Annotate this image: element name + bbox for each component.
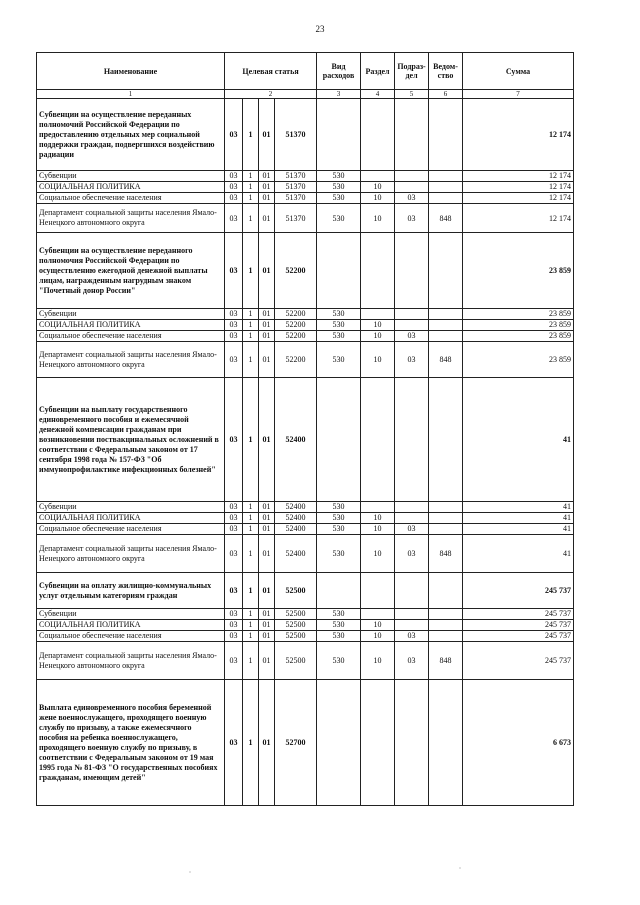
- cell-d: 52200: [275, 320, 317, 331]
- cell-b: 1: [243, 573, 259, 609]
- cell-type: 530: [317, 193, 361, 204]
- cell-c: 01: [259, 204, 275, 233]
- cell-c: 01: [259, 642, 275, 680]
- cell-c: 01: [259, 378, 275, 502]
- cell-type: [317, 573, 361, 609]
- cell-a: 03: [225, 680, 243, 806]
- cell-c: 01: [259, 524, 275, 535]
- table-row: [37, 309, 574, 320]
- index-cell: 6: [429, 90, 463, 99]
- cell-sum: 23 859: [463, 309, 574, 320]
- cell-dept: 848: [429, 642, 463, 680]
- table-row: [37, 631, 574, 642]
- table-row-heading: [37, 233, 574, 309]
- cell-d: 51370: [275, 99, 317, 171]
- cell-sec: 10: [361, 182, 395, 193]
- cell-type: 530: [317, 204, 361, 233]
- cell-c: 01: [259, 680, 275, 806]
- cell-dept: [429, 99, 463, 171]
- cell-sub: [395, 680, 429, 806]
- cell-a: 03: [225, 171, 243, 182]
- cell-sub: [395, 609, 429, 620]
- cell-d: 52500: [275, 609, 317, 620]
- table-row: [37, 609, 574, 620]
- cell-sub: 03: [395, 535, 429, 573]
- cell-type: 530: [317, 524, 361, 535]
- cell-sum: 245 737: [463, 609, 574, 620]
- cell-a: 03: [225, 331, 243, 342]
- table-row: [37, 642, 574, 680]
- cell-c: 01: [259, 502, 275, 513]
- cell-name: Социальное обеспечение населения: [37, 331, 225, 342]
- cell-b: 1: [243, 535, 259, 573]
- cell-name: Субвенции на осуществление переданного полномочия Российской Федерации по осуществлению ежегодной денежной выплаты лицам, награжденным нагрудным знаком "Почетный донор России": [37, 233, 225, 309]
- cell-a: 03: [225, 342, 243, 378]
- cell-b: 1: [243, 171, 259, 182]
- table-row-heading: [37, 99, 574, 171]
- table-row: [37, 535, 574, 573]
- cell-a: 03: [225, 193, 243, 204]
- cell-name: Департамент социальной защиты населения Ямало-Ненецкого автономного округа: [37, 204, 225, 233]
- cell-a: 03: [225, 320, 243, 331]
- cell-a: 03: [225, 620, 243, 631]
- cell-sum: 12 174: [463, 193, 574, 204]
- cell-sec: 10: [361, 331, 395, 342]
- cell-sub: [395, 513, 429, 524]
- cell-d: 52400: [275, 502, 317, 513]
- cell-sum: 41: [463, 524, 574, 535]
- cell-c: 01: [259, 99, 275, 171]
- cell-c: 01: [259, 182, 275, 193]
- cell-sum: 245 737: [463, 631, 574, 642]
- cell-b: 1: [243, 378, 259, 502]
- cell-a: 03: [225, 204, 243, 233]
- cell-name: СОЦИАЛЬНАЯ ПОЛИТИКА: [37, 182, 225, 193]
- cell-a: 03: [225, 182, 243, 193]
- cell-a: 03: [225, 631, 243, 642]
- table-row: [37, 204, 574, 233]
- table-row: [37, 182, 574, 193]
- cell-sec: [361, 680, 395, 806]
- cell-d: 52700: [275, 680, 317, 806]
- cell-sec: 10: [361, 524, 395, 535]
- cell-sec: [361, 171, 395, 182]
- cell-dept: [429, 609, 463, 620]
- index-cell: 5: [395, 90, 429, 99]
- cell-name: Субвенции: [37, 309, 225, 320]
- cell-a: 03: [225, 513, 243, 524]
- cell-b: 1: [243, 642, 259, 680]
- cell-b: 1: [243, 620, 259, 631]
- cell-dept: 848: [429, 535, 463, 573]
- cell-name: Социальное обеспечение населения: [37, 524, 225, 535]
- cell-a: 03: [225, 99, 243, 171]
- cell-d: 52400: [275, 513, 317, 524]
- cell-type: 530: [317, 535, 361, 573]
- cell-dept: 848: [429, 204, 463, 233]
- cell-name: Департамент социальной защиты населения Ямало-Ненецкого автономного округа: [37, 342, 225, 378]
- cell-c: 01: [259, 631, 275, 642]
- cell-d: 51370: [275, 193, 317, 204]
- header-sum: Сумма: [463, 53, 574, 90]
- cell-type: 530: [317, 309, 361, 320]
- cell-dept: [429, 573, 463, 609]
- table-row: [37, 513, 574, 524]
- cell-sub: [395, 99, 429, 171]
- table-row: [37, 620, 574, 631]
- cell-name: Департамент социальной защиты населения Ямало-Ненецкого автономного округа: [37, 642, 225, 680]
- table-row: [37, 171, 574, 182]
- cell-b: 1: [243, 609, 259, 620]
- table-row-heading: [37, 573, 574, 609]
- cell-dept: [429, 171, 463, 182]
- cell-sub: [395, 233, 429, 309]
- header-name: Наименование: [37, 53, 225, 90]
- cell-d: 52500: [275, 573, 317, 609]
- cell-sec: [361, 573, 395, 609]
- cell-a: 03: [225, 378, 243, 502]
- cell-sub: [395, 320, 429, 331]
- scan-specks: [40, 862, 600, 882]
- cell-b: 1: [243, 309, 259, 320]
- cell-sum: 23 859: [463, 233, 574, 309]
- header-row: [37, 53, 574, 90]
- cell-sub: 03: [395, 204, 429, 233]
- cell-name: Субвенции: [37, 502, 225, 513]
- cell-type: 530: [317, 342, 361, 378]
- cell-sec: 10: [361, 642, 395, 680]
- cell-sec: 10: [361, 620, 395, 631]
- cell-sum: 12 174: [463, 182, 574, 193]
- cell-sec: 10: [361, 631, 395, 642]
- cell-type: 530: [317, 320, 361, 331]
- cell-b: 1: [243, 320, 259, 331]
- cell-b: 1: [243, 182, 259, 193]
- cell-type: 530: [317, 502, 361, 513]
- cell-b: 1: [243, 502, 259, 513]
- header-type: Вид расходов: [317, 53, 361, 90]
- cell-name: Социальное обеспечение населения: [37, 193, 225, 204]
- cell-sec: [361, 609, 395, 620]
- cell-sub: [395, 502, 429, 513]
- cell-sub: 03: [395, 331, 429, 342]
- cell-b: 1: [243, 204, 259, 233]
- cell-b: 1: [243, 331, 259, 342]
- cell-type: 530: [317, 171, 361, 182]
- table-row: [37, 502, 574, 513]
- cell-c: 01: [259, 342, 275, 378]
- cell-c: 01: [259, 513, 275, 524]
- cell-sum: 41: [463, 502, 574, 513]
- cell-d: 52500: [275, 642, 317, 680]
- cell-d: 52400: [275, 535, 317, 573]
- cell-c: 01: [259, 309, 275, 320]
- header-dept: Ведом-ство: [429, 53, 463, 90]
- cell-d: 52500: [275, 620, 317, 631]
- index-cell: 2: [225, 90, 317, 99]
- cell-sec: [361, 378, 395, 502]
- cell-a: 03: [225, 309, 243, 320]
- cell-name: Субвенции на осуществление переданных полномочий Российской Федерации по предоставлению отдельных мер социальной поддержки граждан, подвергшихся воздействию радиации: [37, 99, 225, 171]
- cell-a: 03: [225, 535, 243, 573]
- cell-sub: 03: [395, 193, 429, 204]
- cell-sum: 245 737: [463, 573, 574, 609]
- cell-dept: [429, 182, 463, 193]
- cell-name: Выплата единовременного пособия беременной жене военнослужащего, проходящего военную службу по призыву, а также ежемесячного пособия на ребенка военнослужащего, проходящего военную службу по призыву, в соответствии с Федеральным законом от 19 мая 1995 года № 81-ФЗ "О государственных пособиях гражданам, имеющим детей": [37, 680, 225, 806]
- cell-type: 530: [317, 182, 361, 193]
- header-target: Целевая статья: [225, 53, 317, 90]
- table-row-heading: [37, 378, 574, 502]
- cell-type: 530: [317, 642, 361, 680]
- cell-sub: [395, 573, 429, 609]
- cell-sub: [395, 309, 429, 320]
- cell-dept: [429, 513, 463, 524]
- index-cell: 1: [37, 90, 225, 99]
- index-row: [37, 90, 574, 99]
- cell-sec: 10: [361, 204, 395, 233]
- cell-b: 1: [243, 631, 259, 642]
- cell-dept: [429, 631, 463, 642]
- index-cell: 3: [317, 90, 361, 99]
- cell-a: 03: [225, 502, 243, 513]
- cell-sub: [395, 182, 429, 193]
- cell-d: 51370: [275, 204, 317, 233]
- cell-sec: 10: [361, 342, 395, 378]
- cell-d: 51370: [275, 182, 317, 193]
- cell-d: 52200: [275, 331, 317, 342]
- cell-a: 03: [225, 609, 243, 620]
- cell-sum: 245 737: [463, 620, 574, 631]
- cell-name: СОЦИАЛЬНАЯ ПОЛИТИКА: [37, 620, 225, 631]
- cell-dept: [429, 378, 463, 502]
- page-number: 23: [315, 24, 325, 34]
- cell-d: 52200: [275, 342, 317, 378]
- index-cell: 4: [361, 90, 395, 99]
- cell-sub: 03: [395, 524, 429, 535]
- cell-c: 01: [259, 171, 275, 182]
- index-cell: 7: [463, 90, 574, 99]
- cell-type: 530: [317, 513, 361, 524]
- cell-c: 01: [259, 620, 275, 631]
- cell-type: 530: [317, 609, 361, 620]
- cell-dept: [429, 193, 463, 204]
- cell-type: [317, 99, 361, 171]
- cell-d: 51370: [275, 171, 317, 182]
- cell-name: Субвенции: [37, 171, 225, 182]
- cell-c: 01: [259, 573, 275, 609]
- cell-dept: [429, 524, 463, 535]
- cell-d: 52200: [275, 309, 317, 320]
- cell-dept: [429, 502, 463, 513]
- cell-sub: [395, 171, 429, 182]
- cell-b: 1: [243, 524, 259, 535]
- cell-type: [317, 680, 361, 806]
- cell-sec: 10: [361, 535, 395, 573]
- cell-type: 530: [317, 620, 361, 631]
- cell-sub: 03: [395, 631, 429, 642]
- cell-sec: [361, 233, 395, 309]
- cell-sec: [361, 309, 395, 320]
- table-row: [37, 342, 574, 378]
- cell-type: 530: [317, 631, 361, 642]
- cell-name: Субвенции: [37, 609, 225, 620]
- cell-d: 52200: [275, 233, 317, 309]
- cell-b: 1: [243, 680, 259, 806]
- cell-sum: 41: [463, 378, 574, 502]
- cell-a: 03: [225, 524, 243, 535]
- table-row-heading: [37, 680, 574, 806]
- cell-sum: 12 174: [463, 171, 574, 182]
- cell-sec: 10: [361, 320, 395, 331]
- cell-name: Субвенции на оплату жилищно-коммунальных услуг отдельным категориям граждан: [37, 573, 225, 609]
- cell-sec: 10: [361, 513, 395, 524]
- cell-dept: [429, 233, 463, 309]
- cell-b: 1: [243, 513, 259, 524]
- cell-dept: [429, 680, 463, 806]
- cell-b: 1: [243, 233, 259, 309]
- cell-c: 01: [259, 535, 275, 573]
- cell-sum: 12 174: [463, 99, 574, 171]
- cell-sub: [395, 378, 429, 502]
- cell-dept: [429, 320, 463, 331]
- cell-d: 52500: [275, 631, 317, 642]
- cell-sec: [361, 99, 395, 171]
- cell-a: 03: [225, 642, 243, 680]
- cell-sum: 41: [463, 535, 574, 573]
- table-row: [37, 331, 574, 342]
- cell-b: 1: [243, 342, 259, 378]
- table-row: [37, 320, 574, 331]
- cell-dept: [429, 331, 463, 342]
- cell-type: 530: [317, 331, 361, 342]
- cell-sub: 03: [395, 642, 429, 680]
- cell-sum: 23 859: [463, 331, 574, 342]
- cell-type: [317, 378, 361, 502]
- cell-c: 01: [259, 320, 275, 331]
- cell-dept: [429, 620, 463, 631]
- cell-sec: [361, 502, 395, 513]
- cell-name: Субвенции на выплату государственного единовременного пособия и ежемесячной денежной компенсации гражданам при возникновении поствакцинальных осложнений в соответствии с Федеральным законом от 17 сентября 1998 года № 157-ФЗ "Об иммунопрофилактике инфекционных болезней": [37, 378, 225, 502]
- budget-table: [36, 52, 574, 806]
- cell-b: 1: [243, 193, 259, 204]
- header-section: Раздел: [361, 53, 395, 90]
- cell-sum: 41: [463, 513, 574, 524]
- cell-c: 01: [259, 233, 275, 309]
- cell-c: 01: [259, 193, 275, 204]
- cell-d: 52400: [275, 524, 317, 535]
- cell-c: 01: [259, 331, 275, 342]
- cell-sum: 23 859: [463, 342, 574, 378]
- cell-sum: 245 737: [463, 642, 574, 680]
- cell-type: [317, 233, 361, 309]
- cell-a: 03: [225, 573, 243, 609]
- cell-c: 01: [259, 609, 275, 620]
- cell-name: СОЦИАЛЬНАЯ ПОЛИТИКА: [37, 320, 225, 331]
- header-subsection: Подраз-дел: [395, 53, 429, 90]
- cell-d: 52400: [275, 378, 317, 502]
- cell-sum: 6 673: [463, 680, 574, 806]
- cell-sec: 10: [361, 193, 395, 204]
- cell-name: СОЦИАЛЬНАЯ ПОЛИТИКА: [37, 513, 225, 524]
- cell-a: 03: [225, 233, 243, 309]
- table-row: [37, 193, 574, 204]
- cell-name: Департамент социальной защиты населения Ямало-Ненецкого автономного округа: [37, 535, 225, 573]
- table-row: [37, 524, 574, 535]
- cell-sub: 03: [395, 342, 429, 378]
- cell-dept: 848: [429, 342, 463, 378]
- cell-sub: [395, 620, 429, 631]
- cell-sum: 12 174: [463, 204, 574, 233]
- cell-dept: [429, 309, 463, 320]
- cell-name: Социальное обеспечение населения: [37, 631, 225, 642]
- cell-b: 1: [243, 99, 259, 171]
- cell-sum: 23 859: [463, 320, 574, 331]
